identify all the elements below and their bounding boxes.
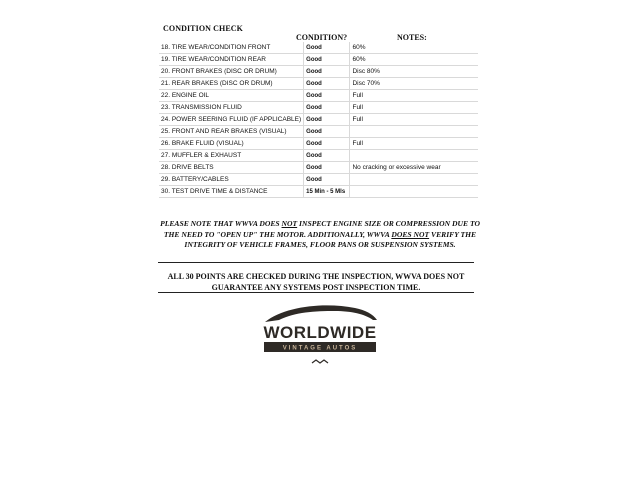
logo-wheel-ornament — [312, 360, 328, 363]
notice-emphasis-not: NOT — [281, 219, 298, 228]
notes-value — [350, 186, 478, 198]
table-row — [159, 66, 478, 78]
condition-value: Good — [304, 54, 350, 66]
logo-tagline: VINTAGE AUTOS — [282, 345, 358, 352]
condition-value: Good — [304, 78, 350, 90]
checklist-item-label: 27. MUFFLER & EXHAUST — [159, 150, 304, 162]
table-row — [159, 54, 478, 66]
checklist-item-label: 20. FRONT BRAKES (DISC OR DRUM) — [159, 66, 304, 78]
notice-text-3: VERIFY THE INTEGRITY OF VEHICLE FRAMES, FLOOR PANS OR SUSPENSION SYSTEMS. — [184, 229, 477, 249]
notes-value — [350, 126, 478, 138]
condition-table — [159, 42, 478, 198]
checklist-item-label: 22. ENGINE OIL — [159, 90, 304, 102]
condition-check-title: CONDITION CHECK — [163, 24, 243, 33]
divider-bottom — [158, 292, 474, 293]
notes-value: Full — [350, 138, 478, 150]
table-row — [159, 42, 478, 54]
table-row — [159, 150, 478, 162]
notes-value: 60% — [350, 54, 478, 66]
table-row — [159, 114, 478, 126]
checklist-item-label: 24. POWER SEERING FLUID (IF APPLICABLE) — [159, 114, 304, 126]
checklist-item-label: 18. TIRE WEAR/CONDITION FRONT — [159, 42, 304, 54]
notes-value: No cracking or excessive wear — [350, 162, 478, 174]
logo-wordmark: WORLDWIDE — [263, 323, 377, 342]
condition-value: Good — [304, 150, 350, 162]
worldwide-vintage-autos-logo — [255, 300, 385, 370]
condition-value: Good — [304, 90, 350, 102]
logo-car-silhouette — [265, 305, 377, 322]
condition-value: Good — [304, 126, 350, 138]
notice-text-1: PLEASE NOTE THAT WWVA DOES — [160, 219, 282, 228]
checklist-item-label: 26. BRAKE FLUID (VISUAL) — [159, 138, 304, 150]
notice-text-2: INSPECT ENGINE SIZE OR COMPRESSION DUE TO THE NEED TO "OPEN UP" THE MOTOR. ADDITIONALLY, WWVA — [163, 219, 480, 239]
notes-value: Disc 80% — [350, 66, 478, 78]
table-row — [159, 138, 478, 150]
checklist-item-label: 19. TIRE WEAR/CONDITION REAR — [159, 54, 304, 66]
notes-value: Disc 70% — [350, 78, 478, 90]
notes-value: Full — [350, 114, 478, 126]
condition-value: Good — [304, 174, 350, 186]
notes-value — [350, 174, 478, 186]
checklist-item-label: 23. TRANSMISSION FLUID — [159, 102, 304, 114]
checklist-item-label: 30. TEST DRIVE TIME & DISTANCE — [159, 186, 304, 198]
checklist-item-label: 29. BATTERY/CABLES — [159, 174, 304, 186]
notes-value: Full — [350, 102, 478, 114]
checklist-item-label: 28. DRIVE BELTS — [159, 162, 304, 174]
condition-value: Good — [304, 102, 350, 114]
condition-value: Good — [304, 162, 350, 174]
checklist-item-label: 21. REAR BRAKES (DISC OR DRUM) — [159, 78, 304, 90]
notes-column-header: NOTES: — [397, 33, 427, 42]
condition-value: Good — [304, 66, 350, 78]
condition-column-header: CONDITION? — [296, 33, 348, 42]
divider-top — [158, 262, 474, 263]
condition-value: Good — [304, 42, 350, 54]
table-row — [159, 90, 478, 102]
table-row — [159, 78, 478, 90]
condition-value: 15 Min - 5 Mls — [304, 186, 350, 198]
table-row — [159, 102, 478, 114]
table-row — [159, 186, 478, 198]
table-row — [159, 126, 478, 138]
notes-value: 60% — [350, 42, 478, 54]
table-row — [159, 162, 478, 174]
condition-value: Good — [304, 114, 350, 126]
notice-emphasis-does-not: DOES NOT — [391, 229, 430, 239]
inspection-notice — [160, 219, 480, 251]
table-row — [159, 174, 478, 186]
notes-value — [350, 150, 478, 162]
condition-value: Good — [304, 138, 350, 150]
guarantee-disclaimer: ALL 30 POINTS ARE CHECKED DURING THE INSPECTION, WWVA DOES NOT GUARANTEE ANY SYSTEMS POST INSPECTION TIME. — [167, 272, 465, 292]
notes-value: Full — [350, 90, 478, 102]
checklist-item-label: 25. FRONT AND REAR BRAKES (VISUAL) — [159, 126, 304, 138]
